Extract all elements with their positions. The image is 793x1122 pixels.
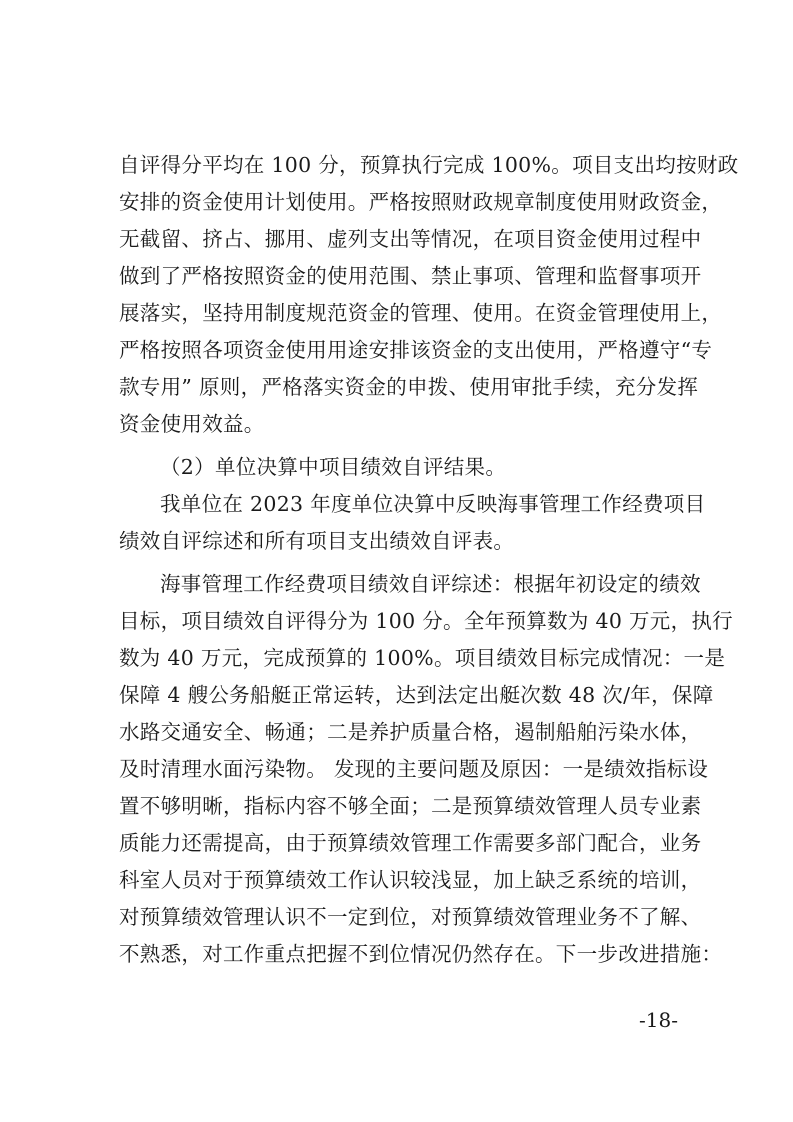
text-line: 科室人员对于预算绩效工作认识较浅显，加上缺乏系统的培训，	[119, 868, 702, 892]
text-line: 自评得分平均在 100 分，预算执行完成 100%。项目支出均按财政	[119, 153, 739, 177]
text-line: 数为 40 万元，完成预算的 100%。项目绩效目标完成情况：一是	[119, 646, 726, 670]
text-line: 我单位在 2023 年度单位决算中反映海事管理工作经费项目	[160, 492, 706, 516]
text-line: 质能力还需提高，由于预算绩效管理工作需要多部门配合，业务	[119, 831, 702, 855]
text-line: 安排的资金使用计划使用。严格按照财政规章制度使用财政资金，	[119, 190, 723, 214]
text-line: 做到了严格按照资金的使用范围、禁止事项、管理和监督事项开	[119, 264, 702, 288]
text-line: 无截留、挤占、挪用、虚列支出等情况，在项目资金使用过程中	[119, 227, 702, 251]
text-line: 水路交通安全、畅通；二是养护质量合格，遏制船舶污染水体，	[119, 720, 702, 744]
text-line: 严格按照各项资金使用用途安排该资金的支出使用，严格遵守“专	[119, 338, 713, 362]
text-line: 对预算绩效管理认识不一定到位，对预算绩效管理业务不了解、	[119, 905, 702, 929]
text-line: 款专用” 原则，严格落实资金的申拨、使用审批手续，充分发挥	[119, 375, 699, 399]
text-line: 目标，项目绩效自评得分为 100 分。全年预算数为 40 万元，执行	[119, 609, 733, 633]
text-line: 绩效自评综述和所有项目支出绩效自评表。	[119, 529, 515, 553]
text-line: 及时清理水面污染物。 发现的主要问题及原因：一是绩效指标设	[119, 757, 709, 781]
text-line: 海事管理工作经费项目绩效自评综述：根据年初设定的绩效	[160, 572, 701, 596]
text-line: 资金使用效益。	[119, 412, 265, 436]
text-line: 不熟悉，对工作重点把握不到位情况仍然存在。下一步改进措施：	[119, 942, 723, 966]
section-heading: （2）单位决算中项目绩效自评结果。	[160, 455, 507, 479]
text-line: 保障 4 艘公务船艇正常运转，达到法定出艇次数 48 次/年，保障	[119, 683, 714, 707]
text-line: 置不够明晰，指标内容不够全面；二是预算绩效管理人员专业素	[119, 794, 702, 818]
page-number: -18-	[639, 1008, 678, 1032]
text-line: 展落实，坚持用制度规范资金的管理、使用。在资金管理使用上，	[119, 301, 723, 325]
